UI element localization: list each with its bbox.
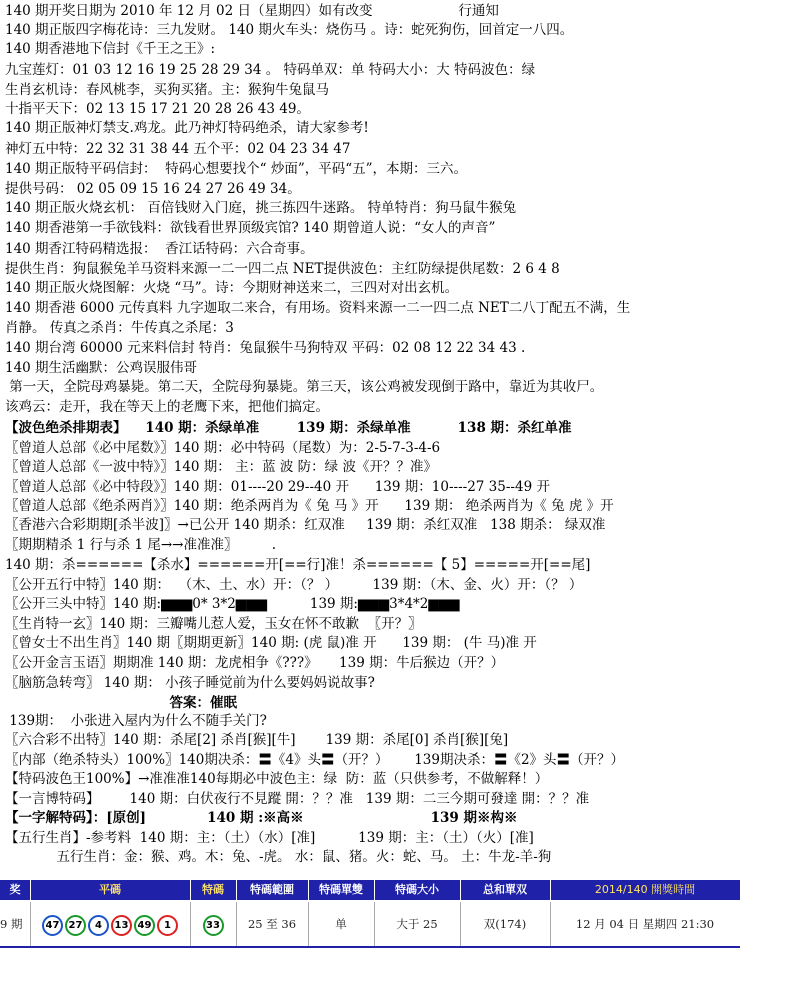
number-ball: 47 <box>42 915 63 936</box>
text-line: 【一字解特码】：[原创] 140 期 :※高※ 139 期※构※ <box>5 810 518 826</box>
text-line: 该鸡云：走开，我在等天上的老鹰下来，把他们搞定。 <box>5 399 329 415</box>
text-line: 〖曾道人总部《必中特段》〗140 期：01----20 29--40 开 139 期：10----27 35--49 开 <box>5 479 550 495</box>
text-line: 〖曾女士不出生肖〗140 期〖期期更新〗140 期: (虎 鼠)准 开 139 期： (牛 马)准 开 <box>5 635 537 651</box>
text-line: 140 期香港第一手欲钱料：欲钱看世界顶级宾馆? 140 期曾道人说：“女人的声音” <box>5 220 496 236</box>
special-range-cell: 25 至 36 <box>247 917 297 931</box>
text-line: 〖公开三头中特〗140 期:▆▆▆0* 3*2▆▆▆ 139 期:▆▆▆3*4*2▆▆▆ <box>5 596 460 612</box>
header-special-range: 特碼範圍 <box>250 883 294 896</box>
text-line: 【五行生肖】-参考料 140 期：主：（土）（水）[准] 139 期：主：（土）（火）[准] <box>5 830 534 846</box>
period-cell: 9 期 <box>0 917 23 931</box>
text-line: 140 期：杀======【杀水】======开[==行]准！杀======【 5】=====开[==尾] <box>5 557 591 573</box>
number-ball: 4 <box>88 915 109 936</box>
text-line: 答案：催眠 <box>5 695 237 711</box>
text-line: 140 期开奖日期为 2010 年 12 月 02 日（星期四）如有改变 行通知 <box>5 3 499 19</box>
text-line: 140 期正版火烧图解：火烧 “马”。诗：今期财神送来二，三四对对出玄机。 <box>5 280 459 296</box>
text-line: 〖香港六合彩期期[杀半波]〗→已公开 140 期杀：红双准 139 期：杀红双准 138 期杀： 绿双准 <box>5 517 606 533</box>
text-line: 〖曾道人总部《绝杀两肖》〗140 期：绝杀两肖为《 兔 马 》开 139 期： 绝杀两肖为《 兔 虎 》开 <box>5 498 614 514</box>
text-line: 140 期正版火烧玄机： 百倍钱财入门庭，挑三拣四牛迷路。 特单特肖：狗马鼠牛猴兔 <box>5 200 517 216</box>
number-ball: 49 <box>134 915 155 936</box>
special-number-ball: 33 <box>203 915 224 936</box>
text-line: 〖生肖特一玄〗140 期：三瓣嘴儿惹人爱，玉女在怀不敢歉 〖开？〗 <box>5 616 422 632</box>
header-special-number: 特碼 <box>202 883 224 896</box>
draw-result-table <box>0 880 740 950</box>
header-special-odd-even: 特碼單雙 <box>319 883 363 896</box>
number-ball: 13 <box>111 915 132 936</box>
text-line: 肖静。 传真之杀肖：牛传真之杀尾：3 <box>5 320 234 336</box>
sum-odd-even-cell: 双(174) <box>483 917 527 931</box>
text-line: 〖曾道人总部《必中尾数》〗140 期：必中特码（尾数）为：2-5-7-3-4-6 <box>5 440 441 456</box>
text-line: 〖公开金言玉语〗期期准 140 期：龙虎相争《???》 139 期：牛后猴边（开？） <box>5 655 505 671</box>
number-ball: 1 <box>157 915 178 936</box>
header-draw-time: 2014/140 開獎時間 <box>594 883 696 896</box>
table-header <box>0 880 740 900</box>
text-line: 〖公开五行中特〗140 期： （木、土、水）开：（？ ） 139 期：（木、金、火）开：（？ ） <box>5 577 583 593</box>
text-line: 〖六合彩不出特〗140 期：杀尾[2] 杀肖[猴][牛] 139 期：杀尾[0] 杀肖[猴][兔] <box>5 732 509 748</box>
text-line: 〖脑筋急转弯〗 140 期： 小孩子睡觉前为什么要妈妈说故事? <box>5 675 375 691</box>
header-regular-numbers: 平碼 <box>99 883 121 896</box>
text-line: 140 期正版神灯禁支.鸡龙。此乃神灯特码绝杀，请大家参考! <box>5 120 369 136</box>
text-line: 九宝莲灯：01 03 12 16 19 25 28 29 34 。 特码单双：单 特码大小：大 特码波色：绿 <box>5 62 536 78</box>
regular-numbers-cell <box>30 902 190 946</box>
text-line: 提供生肖：狗鼠猴兔羊马资料来源一二一四二点 NET提供波色：主红防绿提供尾数：2 6 4 8 <box>5 261 560 277</box>
text-line: 【波色绝杀排期表】 140 期：杀绿单准 139 期：杀绿单准 138 期：杀红单准 <box>5 420 572 436</box>
text-line: 【一言博特码】 140 期：白伏夜行不見蹤 開：？？准 139 期：二三今期可發達 開：？？准 <box>5 791 590 807</box>
text-line: 五行生肖：金：猴、鸡。木：兔、-虎。 水：鼠、猪。火：蛇、马。 土：牛龙-羊-狗 <box>5 849 552 865</box>
text-line: 提供号码： 02 05 09 15 16 24 27 26 49 34。 <box>5 181 301 197</box>
draw-time-cell: 12 月 04 日 星期四 21:30 <box>575 917 715 931</box>
text-line: 140 期正版特平码信封： 特码心想要找个“ 炒面”，平码“五”，本期：三六。 <box>5 161 468 177</box>
text-line: 140 期正版四字梅花诗：三九发财。 140 期火车头：烧伤马 。诗：蛇死狗伤，回首定一八四。 <box>5 22 574 38</box>
text-line: 十指平天下：02 13 15 17 21 20 28 26 43 49。 <box>5 101 310 117</box>
text-line: 140 期台湾 60000 元来料信封 特肖：兔鼠猴牛马狗特双 平码：02 08 12 22 34 43 . <box>5 340 526 356</box>
text-line: 140 期香江特码精选报： 香江话特码：六合奇事。 <box>5 241 314 257</box>
special-number-cell <box>190 902 236 946</box>
header-special-size: 特碼大小 <box>395 883 439 896</box>
text-line: 140 期生活幽默：公鸡误服伟哥 <box>5 360 198 376</box>
header-sum-odd-even: 总和單双 <box>483 883 527 896</box>
header-period: 奖 <box>9 883 21 896</box>
text-line: 140 期香港地下信封《千王之王》: <box>5 41 216 57</box>
text-line: 139期： 小张进入屋内为什么不随手关门? <box>5 713 267 729</box>
number-ball: 27 <box>65 915 86 936</box>
text-line: 第一天，全院母鸡暴毙。第二天，全院母狗暴毙。第三天，该公鸡被发现倒于路中，靠近为其收尸。 <box>5 379 604 395</box>
text-line: 〖期期精杀 1 行与杀 1 尾→→准准准〗 . <box>5 537 277 553</box>
special-size-cell: 大于 25 <box>396 917 438 931</box>
special-odd-even-cell: 单 <box>335 917 347 931</box>
text-line: 140 期香港 6000 元传真料 九字迦取二来合，有用场。资料来源一二一四二点 NET二八丁配五不满，生 <box>5 300 631 316</box>
text-line: 神灯五中特：22 32 31 38 44 五个平：02 04 23 34 47 <box>5 141 351 157</box>
text-line: 〖曾道人总部《一波中特》〗140 期： 主：蓝 波 防：绿 波《开？？准》 <box>5 459 437 475</box>
text-line: 【特码波色王100%】→准准准140每期必中波色主：绿 防：蓝（只供参考，不做解释！） <box>5 771 549 787</box>
text-line: 〖内部（绝杀特头）100%〗140期决杀：〓《4》头〓（开？） 139期决杀：〓《2》头〓（开？） <box>5 752 625 768</box>
text-line: 生肖玄机诗：春风桃李，买狗买猪。主：猴狗牛兔鼠马 <box>5 82 329 98</box>
